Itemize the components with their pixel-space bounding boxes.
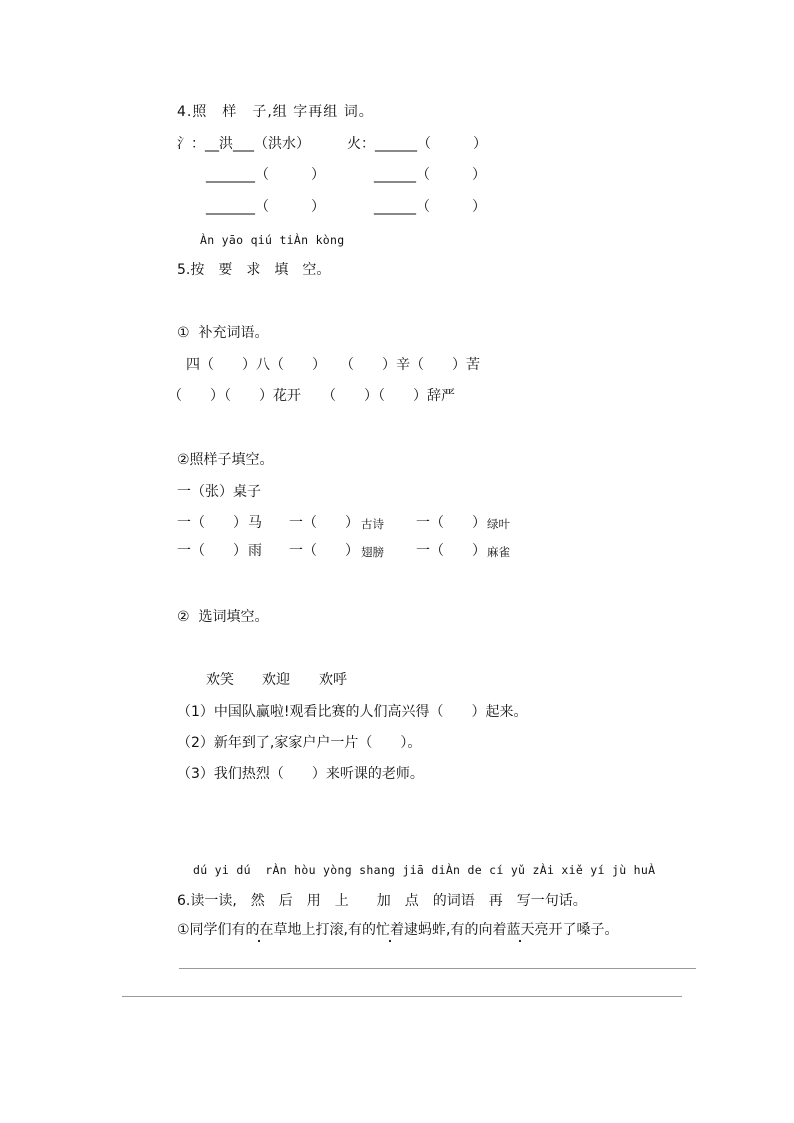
q5-part2-title: ②照样子填空。 xyxy=(177,452,274,468)
q5-part2-row2-blank-1: 一（ ） xyxy=(177,543,247,559)
q5-part2-row1-blank-2: 一（ ） xyxy=(289,515,359,531)
q4-row2-right: ______（ ） xyxy=(374,167,486,183)
q5-part2-row2-word-3: 麻雀 xyxy=(487,545,510,559)
writing-line-2 xyxy=(122,996,682,997)
q4-row3-right: ______（ ） xyxy=(374,199,486,215)
q5-part3-item-3: （3）我们热烈（ ）来听课的老师。 xyxy=(177,766,424,782)
q4-row3-left: _______（ ） xyxy=(206,199,325,215)
q5-part3-item-2: （2）新年到了,家家户户一片（ ）。 xyxy=(177,735,422,751)
q5-part2-row2-word-2: 翅膀 xyxy=(361,545,384,559)
q5-part1-row2: （ ）（ ）花开 （ ）（ ）辞严 xyxy=(168,388,455,404)
q4-title: 4.照 样 子,组 字再组 词。 xyxy=(177,104,374,120)
q6-example: ①同学们有的在草地上打滚,有的忙着逮蚂蚱,有的向着蓝天亮开了嗓子。 xyxy=(177,922,619,938)
q5-part1-row1: 四（ ）八（ ） （ ）辛（ ）苦 xyxy=(186,357,480,373)
q4-row2-left: _______（ ） xyxy=(206,167,325,183)
q5-part1-title: ① 补充词语。 xyxy=(177,325,269,341)
q5-part3-option-2: 欢迎 xyxy=(262,672,290,688)
q5-part2-row1-word-1: 马 xyxy=(248,515,262,531)
q5-part2-row2-blank-3: 一（ ） xyxy=(416,543,486,559)
q4-row1-left: 氵：__洪___（洪水） xyxy=(177,136,310,152)
q5-part3-option-1: 欢笑 xyxy=(206,672,234,688)
q5-part3-item-1: （1）中国队赢啦!观看比赛的人们高兴得（ ）起来。 xyxy=(177,704,528,720)
q5-part2-row1-word-2: 古诗 xyxy=(361,517,384,531)
q5-part2-row1-blank-3: 一（ ） xyxy=(416,515,486,531)
q5-part3-option-3: 欢呼 xyxy=(319,672,347,688)
q5-pinyin: Àn yāo qiú tiÀn kòng xyxy=(200,233,345,247)
q4-row1-right: 火：______（ ） xyxy=(347,136,487,152)
q5-part2-example: 一（张）桌子 xyxy=(177,484,261,500)
q6-title: 6.读一读, 然 后 用 上 加 点 的词语 再 写一句话。 xyxy=(177,893,587,909)
q5-part2-row1-blank-1: 一（ ） xyxy=(177,515,247,531)
q5-part2-row2-blank-2: 一（ ） xyxy=(289,543,359,559)
q5-part2-row2-word-1: 雨 xyxy=(248,543,262,559)
q5-part2-row1-word-3: 绿叶 xyxy=(487,517,510,531)
q6-pinyin: dú yi dú rÀn hòu yòng shang jiā diÀn de cí yǔ zÀi xiě yí jù huÀ xyxy=(193,863,656,877)
writing-line-1 xyxy=(179,968,696,969)
q5-part3-title: ② 选词填空。 xyxy=(177,609,269,625)
q5-title: 5.按 要 求 填 空。 xyxy=(177,262,331,278)
